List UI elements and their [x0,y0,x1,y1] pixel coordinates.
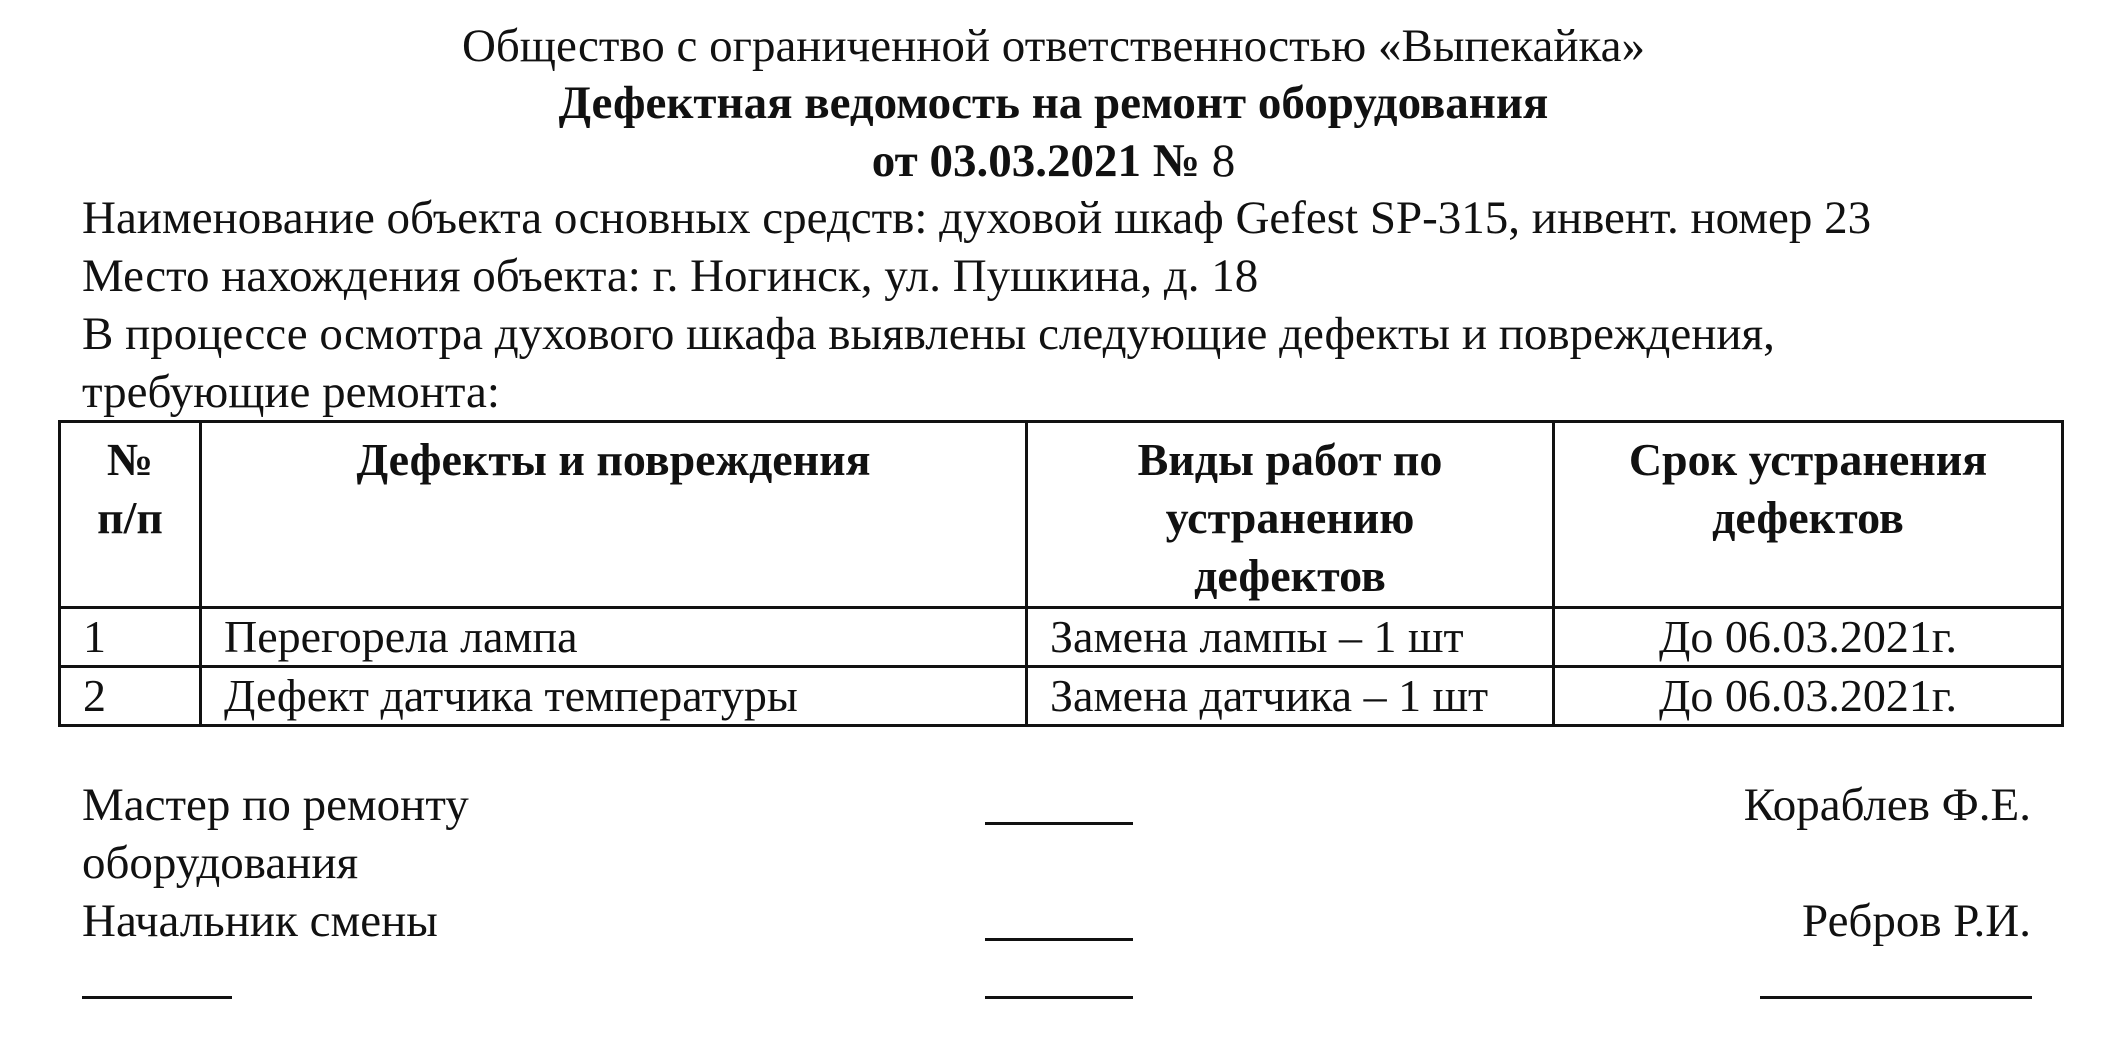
header-works-line-2: устранению [1165,492,1415,543]
document-title: Дефектная ведомость на ремонт оборудования [558,77,1549,129]
header-works-line-1: Виды работ по [1137,434,1443,485]
extra-name-blank [1760,996,2032,999]
chief-signature-blank [985,938,1133,941]
asset-line: Наименование объекта основных средств: духовой шкаф Gefest SP-315, инвент. номер 23 [82,192,1872,244]
header-defects-label: Дефекты и повреждения [356,434,871,485]
master-title-line-1: Мастер по ремонту [82,779,469,831]
master-title-line-2: оборудования [82,837,359,889]
header-defects [201,422,1027,608]
organization-name: Общество с ограниченной ответственностью «Выпекайка» [461,20,1646,72]
row-work: Замена датчика – 1 шт [1027,667,1554,726]
master-signature-blank [985,822,1133,825]
header-term-line-1: Срок устранения [1628,434,1988,485]
header-num-line-1: № [106,434,154,485]
location-line: Место нахождения объекта: г. Ногинск, ул. Пушкина, д. 18 [82,250,1259,302]
inspection-line-1: В процессе осмотра духового шкафа выявлены следующие дефекты и повреждения, [82,308,1775,360]
master-name: Кораблев Ф.Е. [1743,779,2031,831]
header-term-line-2: дефектов [1712,492,1904,543]
header-num [60,422,201,608]
header-num-line-2: п/п [97,492,163,543]
chief-name: Ребров Р.И. [1802,895,2031,947]
extra-signature-blank [985,996,1133,999]
inspection-line-2: требующие ремонта: [82,366,500,418]
document-date-number [0,133,2107,189]
row-work: Замена лампы – 1 шт [1027,608,1554,667]
row-number: 2 [60,667,201,726]
header-term [1554,422,2063,608]
row-term: До 06.03.2021г. [1554,667,2063,726]
row-term: До 06.03.2021г. [1554,608,2063,667]
row-defect: Дефект датчика температуры [201,667,1027,726]
row-defect: Перегорела лампа [201,608,1027,667]
row-number: 1 [60,608,201,667]
table-row [60,608,2063,667]
defects-table [58,420,2064,727]
header-works-line-3: дефектов [1194,550,1386,601]
chief-title: Начальник смены [82,895,438,947]
document-date: от 03.03.2021 № [871,135,1200,187]
table-row [60,667,2063,726]
extra-title-blank [82,996,232,999]
document-number: 8 [1211,135,1236,187]
table-header-row [60,422,2063,608]
header-works [1027,422,1554,608]
